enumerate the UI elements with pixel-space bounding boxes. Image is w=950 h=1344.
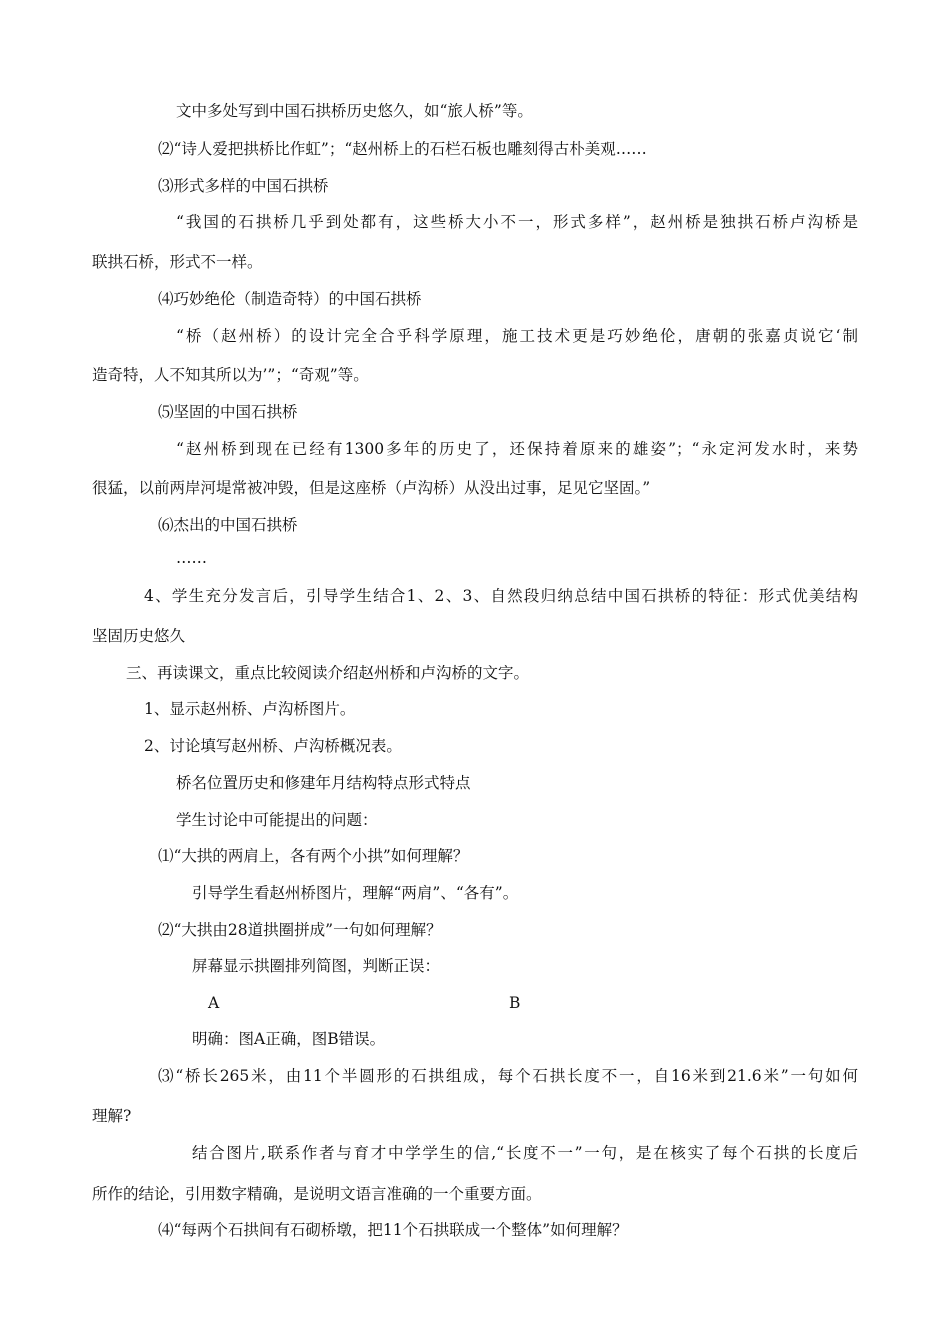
- paragraph-line: 联拱石桥，形式不一样。: [92, 253, 263, 271]
- paragraph-line: ⑵“诗人爱把拱桥比作虹”；“赵州桥上的石栏石板也雕刻得古朴美观……: [158, 140, 647, 158]
- paragraph-line: 屏幕显示拱圈排列简图，判断正误：: [192, 957, 441, 975]
- section-heading: ⑶形式多样的中国石拱桥: [158, 177, 329, 195]
- paragraph-line: 理解?: [92, 1107, 132, 1125]
- paragraph-line: 明确：图A正确，图B错误。: [192, 1030, 386, 1048]
- paragraph-line: 2、讨论填写赵州桥、卢沟桥概况表。: [144, 737, 402, 755]
- paragraph-line: 造奇特，人不知其所以为’”；“奇观”等。: [92, 366, 369, 384]
- paragraph-line: “赵州桥到现在已经有1300多年的历史了，还保持着原来的雄姿”；“永定河发水时，来势: [176, 440, 858, 458]
- paragraph-line: 学生讨论中可能提出的问题：: [176, 811, 378, 829]
- section-heading: ⑹杰出的中国石拱桥: [158, 516, 298, 534]
- section-heading: 三、再读课文，重点比较阅读介绍赵州桥和卢沟桥的文字。: [126, 664, 530, 682]
- question-line: ⑵“大拱由28道拱圈拼成”一句如何理解？: [158, 921, 442, 939]
- section-heading: ⑸坚固的中国石拱桥: [158, 403, 298, 421]
- paragraph-line: 引导学生看赵州桥图片，理解“两肩”、“各有”。: [192, 884, 519, 902]
- paragraph-line: “桥（赵州桥）的设计完全合乎科学原理，施工技术更是巧妙绝伦，唐朝的张嘉贞说它‘制: [176, 327, 858, 345]
- paragraph-line: 文中多处写到中国石拱桥历史悠久，如“旅人桥”等。: [176, 102, 533, 120]
- paragraph-line: 结合图片,联系作者与育才中学学生的信,“长度不一”一句，是在核实了每个石拱的长度后: [192, 1144, 858, 1162]
- question-line: ⑷“每两个石拱间有石砌桥墩，把11个石拱联成一个整体”如何理解？: [158, 1221, 628, 1239]
- figure-label-b: B: [509, 994, 521, 1012]
- table-header-line: 桥名位置历史和修建年月结构特点形式特点: [176, 774, 471, 792]
- paragraph-line: 很猛，以前两岸河堤常被冲毁，但是这座桥（卢沟桥）从没出过事，足见它坚固。”: [92, 479, 651, 497]
- ellipsis-line: ……: [176, 549, 207, 567]
- paragraph-line: 4、学生充分发言后，引导学生结合1、2、3、自然段归纳总结中国石拱桥的特征：形式优美结构: [144, 587, 858, 605]
- paragraph-line: 1、显示赵州桥、卢沟桥图片。: [144, 700, 356, 718]
- figure-label-a: A: [208, 994, 220, 1012]
- question-line: ⑴“大拱的两肩上，各有两个小拱”如何理解？: [158, 847, 469, 865]
- section-heading: ⑷巧妙绝伦（制造奇特）的中国石拱桥: [158, 290, 422, 308]
- paragraph-line: 坚固历史悠久: [92, 627, 186, 645]
- question-line: ⑶“桥长265米，由11个半圆形的石拱组成，每个石拱长度不一，自16米到21.6米”一句如何: [158, 1067, 858, 1085]
- paragraph-line: 所作的结论，引用数字精确，是说明文语言准确的一个重要方面。: [92, 1185, 542, 1203]
- paragraph-line: “我国的石拱桥几乎到处都有，这些桥大小不一，形式多样”，赵州桥是独拱石桥卢沟桥是: [176, 213, 858, 231]
